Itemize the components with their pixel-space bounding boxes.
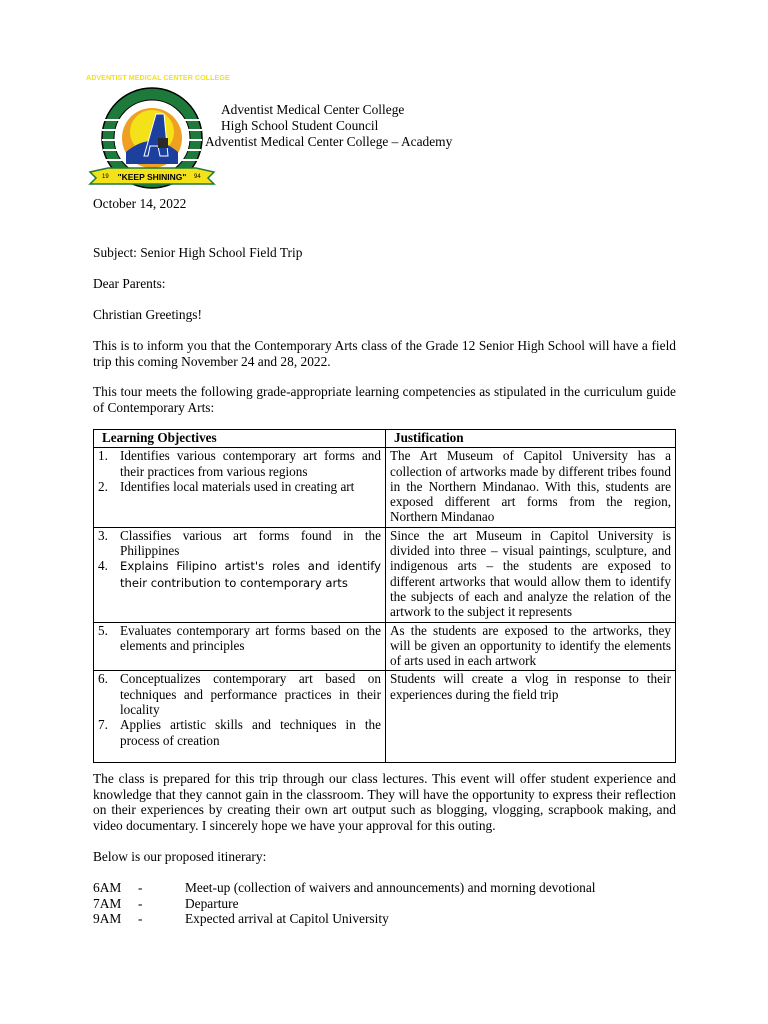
objectives-cell [94, 622, 386, 671]
itinerary-desc: Departure [185, 895, 239, 911]
justification-cell: As the students are exposed to the artworks, they will be given an opportunity to identify the elements of arts used in each artwork [386, 622, 676, 671]
itinerary-dash: - [138, 911, 143, 927]
objectives-cell [94, 527, 386, 622]
intro-paragraph: This is to inform you that the Contemporary Arts class of the Grade 12 Senior High School will have a field trip this coming November 24 and 28, 2022. [93, 338, 676, 369]
header-line-1: Adventist Medical Center College [221, 102, 405, 117]
letterhead [205, 102, 452, 150]
itinerary-row [93, 896, 596, 912]
objective-item: 2. Identifies local materials used in creating art [98, 478, 355, 494]
itinerary-list [93, 880, 596, 927]
justification-cell: The Art Museum of Capitol University has a collection of artworks made by different tribes found in the Northern Mindanao. With this, students are exposed different art forms from the region, Northern Mindanao [386, 448, 676, 527]
table-header-row [94, 430, 676, 448]
itinerary-row [93, 911, 596, 927]
letter-salutation: Dear Parents: [93, 276, 166, 291]
justification-cell: Since the art Museum in Capitol University is divided into three – visual paintings, sculpture, and indigenous arts – the students are exposed to different artworks that would allow them to identify the subjects of each and analyze the relation of the artwork to the subject it represents [386, 527, 676, 622]
header-justification: Justification [386, 430, 676, 448]
objectives-cell [94, 448, 386, 527]
preparation-paragraph: The class is prepared for this trip through our class lectures. This event will offer student experience and knowledge that they cannot gain in the classroom. They will have the opportunity to express their reflection on their experiences by creating their own art output such as blogging, vlogging, scrapbook making, and video documentary. I sincerely hope we have your approval for this outing. [93, 771, 676, 833]
letter-greeting: Christian Greetings! [93, 307, 202, 322]
objective-item: 5. Evaluates contemporary art forms based on the elements and principles [98, 622, 381, 653]
letter-subject: Subject: Senior High School Field Trip [93, 245, 303, 260]
itinerary-desc: Meet-up (collection of waivers and announcements) and morning devotional [185, 880, 596, 895]
logo-ring-text: ADVENTIST MEDICAL CENTER COLLEGE [86, 73, 230, 82]
header-line-2: High School Student Council [221, 118, 379, 133]
itinerary-time: 7AM [93, 895, 122, 911]
table-row [94, 671, 676, 763]
itinerary-desc: Expected arrival at Capitol University [185, 911, 389, 927]
objectives-cell [94, 671, 386, 763]
header-learning-objectives: Learning Objectives [94, 430, 386, 448]
objective-item: 3. Classifies various art forms found in the Philippines [98, 527, 381, 559]
itinerary-time: 9AM [93, 911, 122, 927]
objective-item: 7. Applies artistic skills and techniques in the process of creation [98, 717, 381, 748]
school-logo [86, 73, 230, 192]
table-row [94, 622, 676, 671]
objective-item: 1. Identifies various contemporary art forms and their practices from various regions [98, 448, 381, 479]
itinerary-dash: - [138, 880, 143, 895]
logo-year-right: 94 [194, 174, 201, 180]
itinerary-intro: Below is our proposed itinerary: [93, 849, 267, 864]
objective-item: 6. Conceptualizes contemporary art based on techniques and performance practices in their locality [98, 671, 381, 718]
header-line-3: Adventist Medical Center College – Academy [205, 134, 453, 149]
logo-banner-text: "KEEP SHINING" [117, 172, 187, 182]
letter-date: October 14, 2022 [93, 196, 187, 211]
itinerary-row [93, 880, 596, 896]
logo-year-left: 19 [102, 174, 109, 180]
justification-cell: Students will create a vlog in response to their experiences during the field trip [386, 671, 676, 763]
competencies-paragraph: This tour meets the following grade-appropriate learning competencies as stipulated in the curriculum guide of Contemporary Arts: [93, 384, 676, 415]
itinerary-dash: - [138, 895, 143, 911]
itinerary-time: 6AM [93, 880, 122, 895]
objective-item: 4. Explains Filipino artist's roles and identify their contribution to contemporary arts [98, 558, 381, 590]
table-row [94, 527, 676, 622]
learning-objectives-table [93, 429, 676, 763]
table-row [94, 448, 676, 527]
